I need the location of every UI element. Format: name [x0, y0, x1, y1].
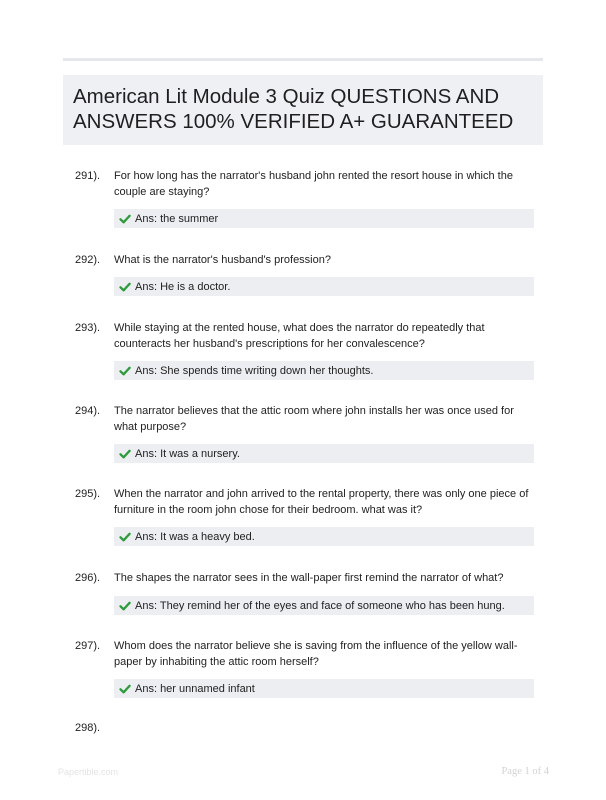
question-text: While staying at the rented house, what does the narrator do repeatedly that counteracts her husband's prescriptions for her convalescence? [114, 322, 485, 350]
question-text: When the narrator and john arrived to the rental property, there was only one piece of furniture in the room john chose for their bedroom. what was it? [114, 488, 529, 516]
check-icon [119, 281, 131, 293]
header-rule [63, 58, 543, 61]
question-number: 291). [75, 170, 101, 182]
question-number: 292). [75, 254, 101, 266]
answer-box [114, 209, 534, 228]
answer-box [114, 444, 534, 463]
check-icon [119, 683, 131, 695]
question-number: 294). [75, 405, 101, 417]
answer-box [114, 527, 534, 546]
page-number: Page 1 of 4 [501, 766, 549, 777]
answer-text: Ans: They remind her of the eyes and face of someone who has been hung. [135, 599, 505, 612]
check-icon [119, 448, 131, 460]
question-text: For how long has the narrator's husband john rented the resort house in which the couple are staying? [114, 170, 513, 198]
page-title: American Lit Module 3 Quiz QUESTIONS AND ANSWERS 100% VERIFIED A+ GUARANTEED [73, 85, 514, 133]
answer-text: Ans: the summer [135, 212, 219, 225]
question-number: 297). [75, 640, 101, 652]
answer-text: Ans: He is a doctor. [135, 280, 231, 293]
answer-box [114, 596, 534, 615]
question-text: The shapes the narrator sees in the wall-paper first remind the narrator of what? [114, 572, 504, 584]
answer-text: Ans: It was a nursery. [135, 447, 240, 460]
answer-text: Ans: her unnamed infant [135, 682, 255, 695]
check-icon [119, 531, 131, 543]
question-text: The narrator believes that the attic room where john installs her was once used for what purpose? [114, 405, 514, 433]
answer-box [114, 361, 534, 380]
question-text: Whom does the narrator believe she is saving from the influence of the yellow wall-paper by inhabiting the attic room herself? [114, 640, 518, 668]
answer-box [114, 277, 534, 296]
question-number: 298). [75, 722, 101, 734]
check-icon [119, 365, 131, 377]
question-number: 295). [75, 488, 101, 500]
answer-text: Ans: She spends time writing down her thoughts. [135, 364, 374, 377]
answer-text: Ans: It was a heavy bed. [135, 530, 255, 543]
answer-box [114, 679, 534, 698]
question-number: 293). [75, 322, 101, 334]
question-number: 296). [75, 572, 101, 584]
footer-watermark: Papertible.com [58, 767, 119, 777]
check-icon [119, 600, 131, 612]
question-text: What is the narrator's husband's profession? [114, 254, 331, 266]
check-icon [119, 213, 131, 225]
title-box [63, 75, 543, 145]
